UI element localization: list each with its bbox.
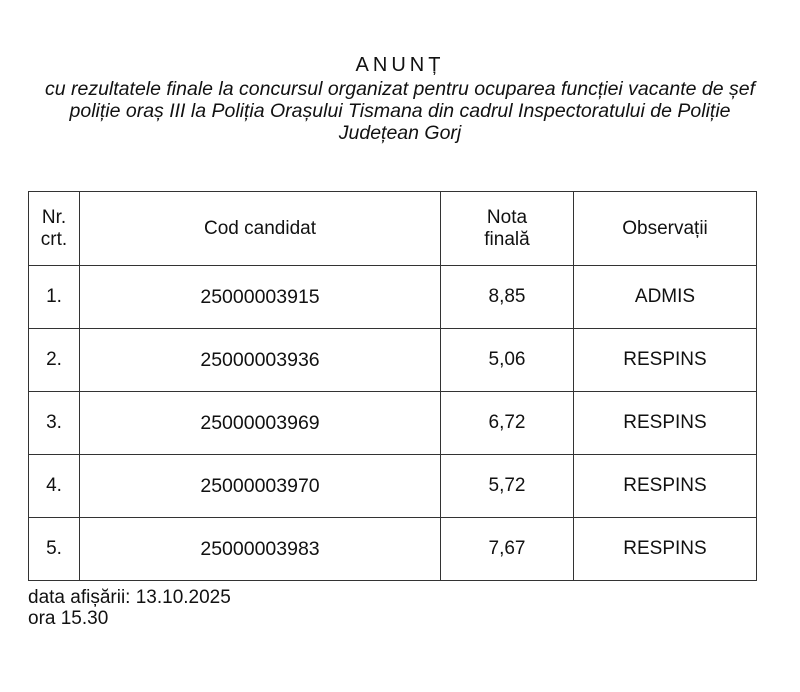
header-nota-line2: finală <box>484 228 530 250</box>
header-nota-finala <box>441 192 574 266</box>
row-cod-candidat: 25000003915 <box>80 266 441 329</box>
row-nota-finala: 7,67 <box>441 518 574 581</box>
row-nota-finala: 6,72 <box>441 392 574 455</box>
row-cod-candidat: 25000003970 <box>80 455 441 518</box>
row-observatii: RESPINS <box>574 329 757 392</box>
table-row <box>29 455 757 518</box>
table-row <box>29 329 757 392</box>
table-row <box>29 392 757 455</box>
row-nota-finala: 8,85 <box>441 266 574 329</box>
table-row <box>29 518 757 581</box>
row-observatii: RESPINS <box>574 392 757 455</box>
row-nr: 3. <box>29 392 80 455</box>
row-nr: 1. <box>29 266 80 329</box>
row-nr: 2. <box>29 329 80 392</box>
results-table <box>28 191 757 581</box>
header-nr-line2: crt. <box>40 228 68 250</box>
document-subtitle: cu rezultatele finale la concursul organizat pentru ocuparea funcției vacante de șef poliție oraș III la Poliția Orașului Tismana din cadrul Inspectoratului de Poliție Județean Gorj <box>44 78 756 144</box>
row-cod-candidat: 25000003983 <box>80 518 441 581</box>
table-row <box>29 266 757 329</box>
row-nr: 5. <box>29 518 80 581</box>
row-observatii: RESPINS <box>574 518 757 581</box>
row-nr: 4. <box>29 455 80 518</box>
header-nr-crt <box>29 192 80 266</box>
header-observatii: Observații <box>574 192 757 266</box>
table-header-row <box>29 192 757 266</box>
row-nota-finala: 5,06 <box>441 329 574 392</box>
row-cod-candidat: 25000003969 <box>80 392 441 455</box>
document-title: ANUNȚ <box>355 54 445 76</box>
row-cod-candidat: 25000003936 <box>80 329 441 392</box>
header-cod-candidat: Cod candidat <box>80 192 441 266</box>
header-nota-line1: Nota <box>486 206 528 228</box>
posting-time: ora 15.30 <box>28 608 109 629</box>
posting-date: data afișării: 13.10.2025 <box>28 587 231 608</box>
posting-info <box>28 587 231 629</box>
header-nr-line1: Nr. <box>41 206 67 228</box>
row-nota-finala: 5,72 <box>441 455 574 518</box>
row-observatii: ADMIS <box>574 266 757 329</box>
row-observatii: RESPINS <box>574 455 757 518</box>
